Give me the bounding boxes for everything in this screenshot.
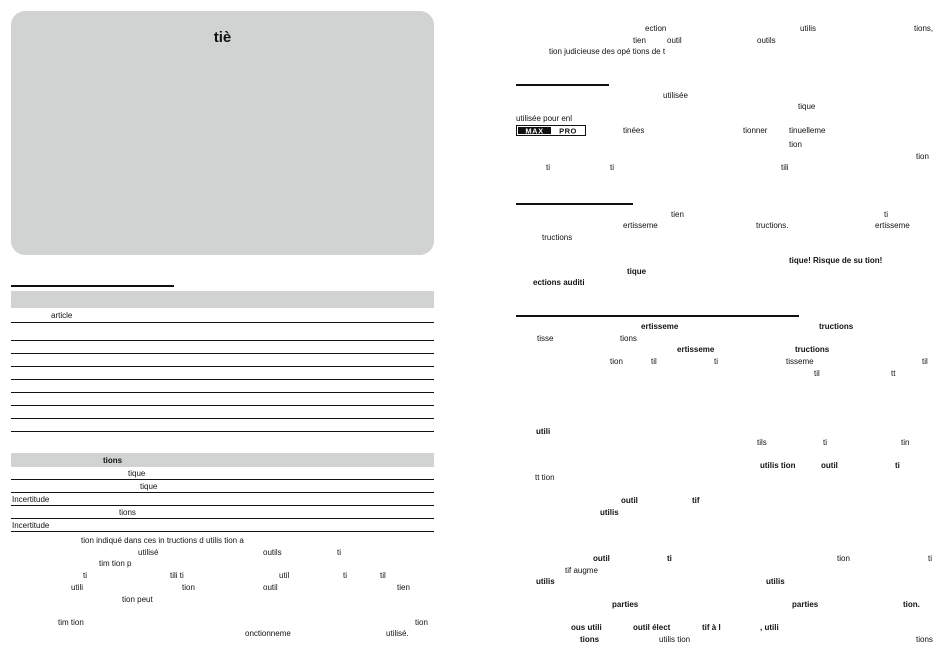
body-text: parties	[612, 600, 639, 609]
body-text: ection	[645, 24, 667, 33]
body-text: ti	[83, 571, 87, 580]
body-text: utilis	[536, 577, 555, 586]
body-text: ti	[610, 163, 614, 172]
body-text: tion	[415, 618, 428, 627]
table-rule	[11, 531, 434, 532]
table-rule	[11, 392, 434, 393]
table-rule	[11, 492, 434, 493]
body-text: tionner	[743, 126, 768, 135]
body-text: tion	[837, 554, 850, 563]
body-text: outils	[757, 36, 776, 45]
table2-cell: Incertitude	[12, 521, 50, 530]
body-text: utilis tion	[659, 635, 691, 644]
body-text: ti	[714, 357, 718, 366]
body-text: tili	[781, 163, 789, 172]
body-text: utili	[71, 583, 84, 592]
body-text: til	[380, 571, 386, 580]
table-rule	[11, 405, 434, 406]
body-text: tisse	[537, 334, 554, 343]
section-rule	[516, 315, 799, 317]
table-rule	[11, 353, 434, 354]
table2-cell: tions	[119, 508, 136, 517]
body-text: tions	[916, 635, 933, 644]
body-text: utilisée	[663, 91, 688, 100]
table-rule	[11, 322, 434, 323]
body-text: utilis	[800, 24, 817, 33]
body-text: tions	[580, 635, 600, 644]
body-text: utilis	[766, 577, 785, 586]
body-text: ti	[667, 554, 672, 563]
body-text: tils	[757, 438, 767, 447]
body-text: ti	[823, 438, 827, 447]
body-text: utilis	[600, 508, 619, 517]
body-text: tif augme	[565, 566, 598, 575]
table2-cell: tique	[140, 482, 158, 491]
body-text: tructions.	[756, 221, 789, 230]
body-text: tinuelleme	[789, 126, 826, 135]
body-text: tif	[692, 496, 700, 505]
body-text: outil	[263, 583, 278, 592]
body-text: tim tion p	[99, 559, 132, 568]
body-text: tructions	[542, 233, 573, 242]
body-text: ti	[343, 571, 347, 580]
table-rule	[11, 379, 434, 380]
body-text: tique	[798, 102, 816, 111]
body-text: onctionneme	[245, 629, 291, 638]
warning-text: tique	[627, 267, 647, 276]
table1-row-label: article	[51, 311, 73, 320]
body-text: til	[651, 357, 657, 366]
body-text: ti	[895, 461, 900, 470]
cover-title: tiè	[213, 29, 232, 46]
body-text: tion	[789, 140, 802, 149]
body-text: , utili	[760, 623, 779, 632]
body-text: ti	[884, 210, 888, 219]
body-text: til	[814, 369, 820, 378]
body-text: ous utili	[571, 623, 602, 632]
svg-text:PRO: PRO	[559, 126, 577, 136]
body-text: tif à l	[702, 623, 721, 632]
body-text: tion indiqué dans ces in tructions d utilis tion a	[81, 536, 244, 545]
body-text: tim tion	[58, 618, 84, 627]
body-text: ertisseme	[677, 345, 715, 354]
body-text: ertisseme	[875, 221, 910, 230]
section-rule	[516, 203, 633, 205]
body-text: ti	[546, 163, 550, 172]
body-text: tion judicieuse des opé tions de t	[549, 47, 666, 56]
svg-text:MAX: MAX	[525, 126, 544, 136]
table-rule	[11, 479, 434, 480]
body-text: ertisseme	[623, 221, 658, 230]
body-text: outil	[821, 461, 838, 470]
table-rule	[11, 340, 434, 341]
body-text: outil	[593, 554, 610, 563]
table1-header	[11, 291, 434, 308]
body-text: ti	[337, 548, 341, 557]
section-rule	[11, 285, 174, 287]
body-text: tien	[633, 36, 646, 45]
section-rule	[516, 84, 609, 86]
table-rule	[11, 518, 434, 519]
body-text: tien	[397, 583, 410, 592]
body-text: tt	[891, 369, 896, 378]
body-text: tructions	[819, 322, 854, 331]
body-text: util	[279, 571, 290, 580]
warning-text: ections auditi	[533, 278, 585, 287]
body-text: tion peut	[122, 595, 153, 604]
maxpro-logo	[516, 125, 586, 136]
body-text: utili	[536, 427, 551, 436]
body-text: tien	[671, 210, 684, 219]
body-text: tt tion	[535, 473, 555, 482]
table-rule	[11, 431, 434, 432]
table2-cell: tique	[128, 469, 146, 478]
body-text: ertisseme	[641, 322, 679, 331]
body-text: tinées	[623, 126, 645, 135]
body-text: tili ti	[170, 571, 184, 580]
table2-header-label: tions	[103, 456, 123, 465]
body-text: parties	[792, 600, 819, 609]
body-text: utilisé.	[386, 629, 409, 638]
table-rule	[11, 505, 434, 506]
body-text: utilisée pour enl	[516, 114, 573, 123]
body-text: til	[922, 357, 928, 366]
body-text: tion	[610, 357, 623, 366]
body-text: outil	[667, 36, 682, 45]
body-text: ti	[928, 554, 932, 563]
table2-header	[11, 453, 434, 467]
body-text: tion	[182, 583, 195, 592]
body-text: tisseme	[786, 357, 814, 366]
body-text: utilisé	[138, 548, 159, 557]
body-text: utilis tion	[760, 461, 796, 470]
body-text: tructions	[795, 345, 830, 354]
body-text: tion.	[903, 600, 920, 609]
table2-cell: Incertitude	[12, 495, 50, 504]
body-text: tion	[916, 152, 929, 161]
cover-panel	[11, 11, 434, 255]
body-text: tin	[901, 438, 910, 447]
body-text: outil élect	[633, 623, 671, 632]
body-text: outils	[263, 548, 282, 557]
body-text: outil	[621, 496, 638, 505]
warning-text: tique! Risque de su tion!	[789, 256, 883, 265]
table-rule	[11, 366, 434, 367]
table-rule	[11, 418, 434, 419]
body-text: tions,	[914, 24, 934, 33]
body-text: tions	[620, 334, 637, 343]
